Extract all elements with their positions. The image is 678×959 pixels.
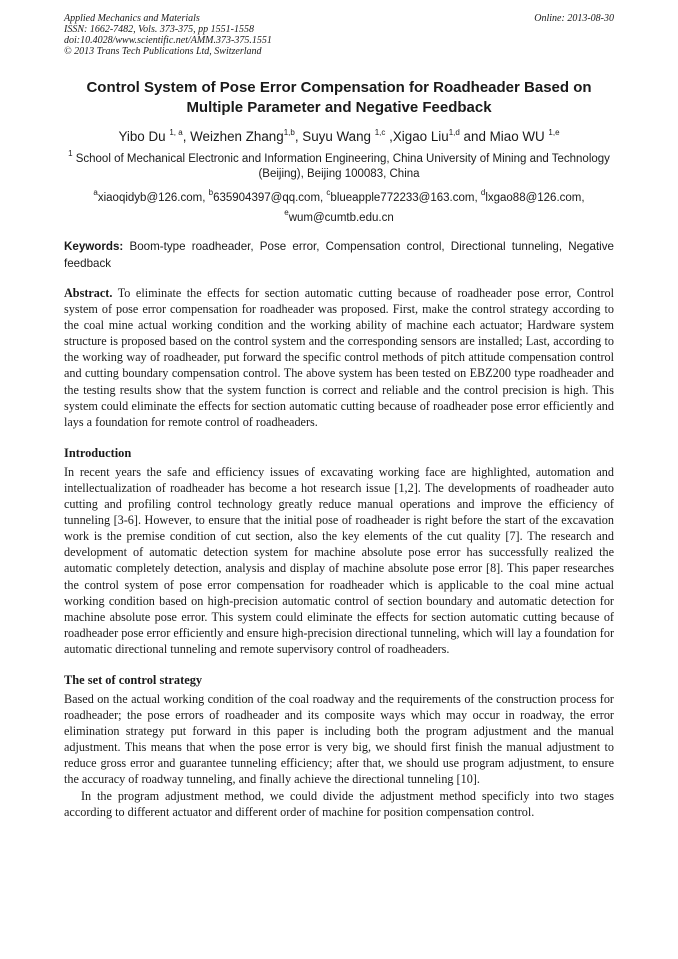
abstract bbox=[64, 285, 614, 430]
control-strategy-paragraph-1: Based on the actual working condition of the coal roadway and the requirements of the construction process for roadheader; the pose errors of roadheader and its composite ways which may occur in roadway, the error elimination strategy put forward in this paper is including both the program adjustment and the manual adjustment. This means that when the pose error is very big, we should first finish the manual adjustment to reduce gross error and guarantee tunneling efficiency; after that, we should use program adjustment, to ensure the accuracy of roadway tunneling, and finally achieve the directional tunneling [10]. bbox=[64, 691, 614, 787]
author: Suyu Wang $^{1,c}$ , bbox=[302, 128, 393, 144]
email: $^b$635904397@qq.com, bbox=[208, 188, 327, 204]
author: Yibo Du $^{1, a}$, bbox=[118, 128, 191, 144]
introduction-paragraph: In recent years the safe and efficiency issues of excavating working face are highlighted, automation and intellectualization of roadheader has become a hot research issue [1,2]. The developments of roadheader auto cutting and profiling control technology greatly reduce manual operations and improve the efficiency of tunneling [3-6]. However, to ensure that the initial pose of roadheader is right before the start of the excavation work is the premise condition of cut section, also the key elements of the cut quality [7]. The research and development of automatic detection system for machine absolute pose error has successfully realized the automatic completely detection, analysis and display of machine absolute pose error [8]. This paper researches the control system of pose error compensation for roadheader which is applicable to the coal mine actual working condition based on high-precision automatic control of section boundary and automatic detection for machine absolute pose error. This system could eliminate the effects for section automatic cutting because of roadheader pose error efficiently and ensure high-precision directional tunneling, which will lay a foundation for automatic directional tunneling and remote supervisory control of roadheaders. bbox=[64, 464, 614, 656]
paper-page bbox=[64, 13, 614, 820]
keywords-text: Boom-type roadheader, Pose error, Compensation control, Directional tunneling, Negative feedback bbox=[64, 240, 614, 270]
journal-name: Applied Mechanics and Materials bbox=[64, 13, 200, 24]
keywords bbox=[64, 238, 614, 272]
section-heading-control-strategy: The set of control strategy bbox=[64, 672, 203, 687]
email: $^a$xiaoqidyb@126.com, bbox=[93, 188, 209, 204]
paper-title: Control System of Pose Error Compensation for Roadheader Based on Multiple Parameter and Negative Feedback bbox=[86, 79, 592, 116]
email: $^c$blueapple772233@163.com, bbox=[326, 188, 481, 204]
online-date: Online: 2013-08-30 bbox=[534, 13, 614, 24]
abstract-text: To eliminate the effects for section automatic cutting because of roadheader pose error, Control system of pose error compensation for roadheader was proposed. First, make the control strategy according to the coal mine actual working condition and the working ability of machine each actuator; Hardware system structure is proposed based on the control system and the corresponding sensors are installed; Last, according to the working way of roadheader, put forward the specific control methods of pitch attitude compensation control and cutting boundary compensation control. The above system has been tested on EBZ200 type roadheader and the testing results show that the system function is correct and reliable and the control precision is high. This system could eliminate the effects for section automatic cutting because of roadheader pose error efficiently and lays a foundation for remote control of roadheaders. bbox=[64, 286, 615, 429]
author: Miao WU $^{1,e}$ bbox=[489, 128, 560, 144]
control-strategy-paragraph-2: In the program adjustment method, we could divide the adjustment method specificly into two stages according to different actuator and different order of machine for position compensation control. bbox=[64, 788, 614, 819]
author: Weizhen Zhang$^{1,b}$, bbox=[190, 128, 303, 144]
issn-line: ISSN: 1662-7482, Vols. 373-375, pp 1551-1558 bbox=[64, 24, 254, 35]
journal-header bbox=[64, 13, 614, 57]
copyright-line: © 2013 Trans Tech Publications Ltd, Switzerland bbox=[64, 46, 262, 57]
section-heading-introduction: Introduction bbox=[64, 445, 132, 460]
abstract-label: Abstract. bbox=[64, 286, 113, 300]
email: $^e$wum@cumtb.edu.cn bbox=[284, 208, 394, 224]
doi-line: doi:10.4028/www.scientific.net/AMM.373-375.1551 bbox=[64, 35, 272, 46]
author: Xigao Liu$^{1,d}$ and bbox=[392, 128, 490, 144]
author-list bbox=[64, 128, 614, 146]
email-list bbox=[64, 188, 614, 228]
affiliation: $^1$ School of Mechanical Electronic and Information Engineering, China University of Mining and Technology (Beijing), Beijing 100083, China bbox=[68, 149, 610, 180]
keywords-label: Keywords: bbox=[64, 240, 124, 253]
email: $^d$lxgao88@126.com, bbox=[480, 188, 585, 204]
